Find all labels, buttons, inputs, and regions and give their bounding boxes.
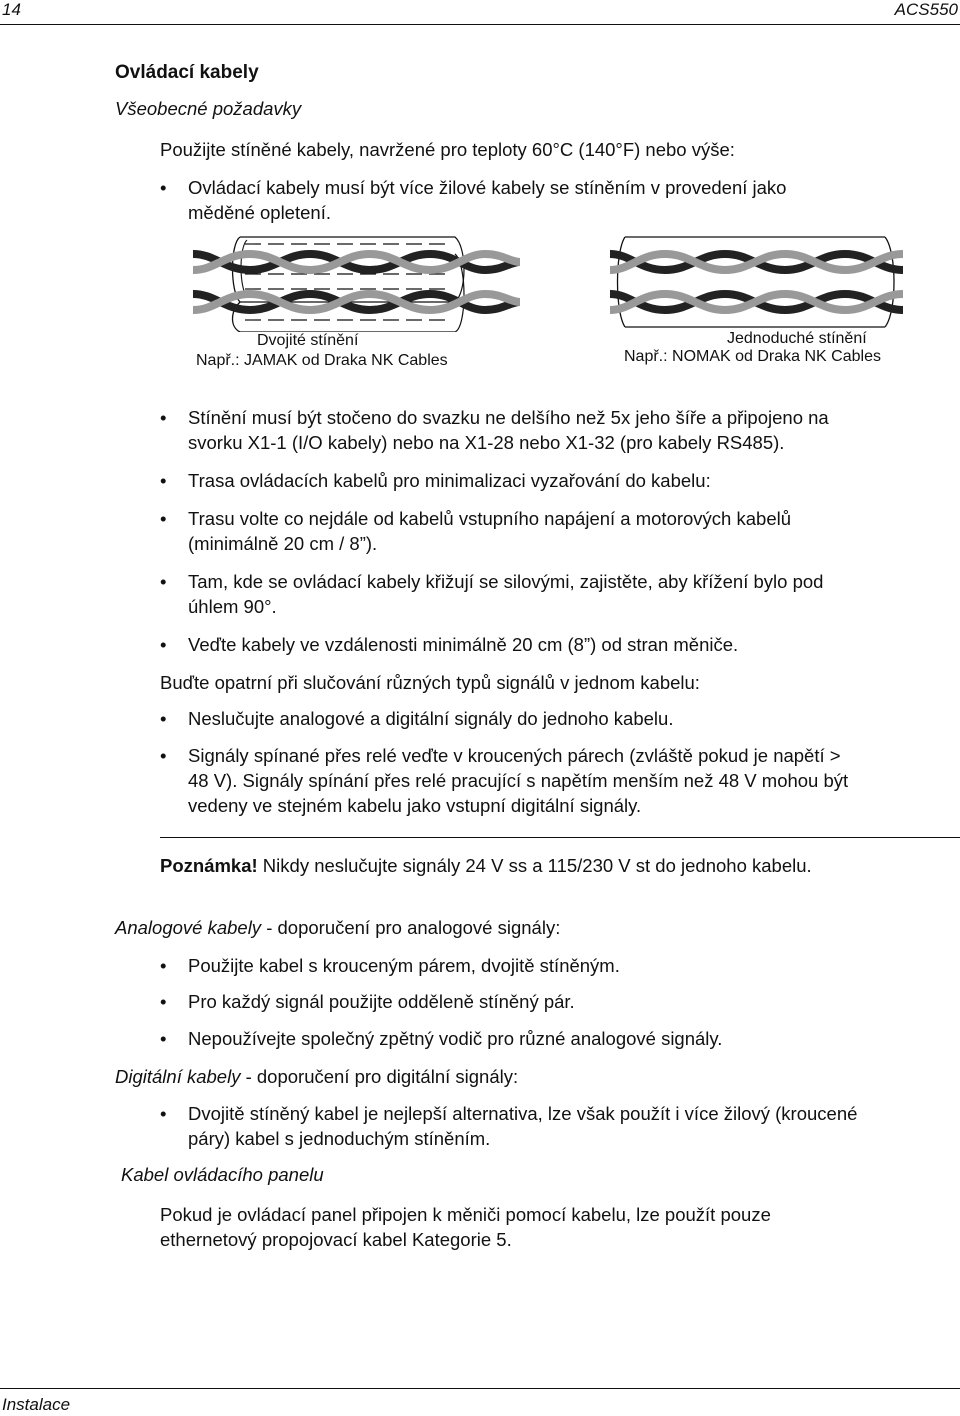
analog-bullet-1: Použijte kabel s krouceným párem, dvojitě stíněným. <box>188 955 620 976</box>
shield-bundle-bullet: Stínění musí být stočeno do svazku ne delšího než 5x jeho šíře a připojeno na svorku X1-1 (I/O kabely) nebo na X1-28 nebo X1-32 (pro kabely RS485). <box>188 407 829 453</box>
bullet: • <box>160 508 167 529</box>
digital-bullet-1: Dvojitě stíněný kabel je nejlepší alternativa, lze však použít i více žilový (kroucené páry) kabel s jednoduchým stíněním. <box>188 1103 858 1149</box>
general-bullet-1: Ovládací kabely musí být více žilové kabely se stíněním v provedení jako měděné opletení. <box>188 177 787 223</box>
bullet: • <box>160 991 167 1012</box>
single-shield-label: Jednoduché stínění <box>727 330 867 347</box>
distance-bullet: Trasu volte co nejdále od kabelů vstupního napájení a motorových kabelů (minimálně 20 cm / 8”). <box>188 508 792 554</box>
double-shielded-cable-drawing <box>193 237 520 332</box>
header-rule <box>0 24 960 25</box>
digital-subtitle: Digitální kabely <box>115 1066 241 1087</box>
signals-bullet-1: Neslučujte analogové a digitální signály do jednoho kabelu. <box>188 708 674 729</box>
analog-bullet-3: Nepoužívejte společný zpětný vodič pro různé analogové signály. <box>188 1028 723 1049</box>
analog-bullet-2: Pro každý signál použijte odděleně stíněný pár. <box>188 991 575 1012</box>
panel-subtitle: Kabel ovládacího panelu <box>121 1164 324 1185</box>
single-shield-example: Např.: NOMAK od Draka NK Cables <box>624 348 881 365</box>
routing-bullet: Trasa ovládacích kabelů pro minimalizaci vyzařování do kabelu: <box>188 470 711 491</box>
drive-side-bullet: Veďte kabely ve vzdálenosti minimálně 20 cm (8”) od stran měniče. <box>188 634 739 655</box>
double-shield-example: Např.: JAMAK od Draka NK Cables <box>196 352 448 369</box>
panel-text: Pokud je ovládací panel připojen k měniči pomocí kabelu, lze použít pouze ethernetový propojovací kabel Kategorie 5. <box>160 1204 771 1250</box>
footer-rule <box>0 1388 960 1389</box>
bullet: • <box>160 745 167 766</box>
general-subtitle: Všeobecné požadavky <box>115 98 302 119</box>
bullet: • <box>160 708 167 729</box>
signals-intro: Buďte opatrní při slučování různých typů signálů v jednom kabelu: <box>160 672 700 693</box>
bullet: • <box>160 634 167 655</box>
analog-heading <box>115 915 560 940</box>
digital-subtitle-rest: - doporučení pro digitální signály: <box>240 1066 519 1087</box>
signals-bullet-2: Signály spínané přes relé veďte v kroucených párech (zvláště pokud je napětí > 48 V). Signály spínání přes relé pracující s napětím menším než 48 V mohou být vedeny ve stejném kabelu jako vstupní digitální signály. <box>188 745 849 816</box>
analog-subtitle-rest: - doporučení pro analogové signály: <box>261 917 561 938</box>
crossing-bullet: Tam, kde se ovládací kabely křižují se silovými, zajistěte, aby křížení bylo pod úhlem 90°. <box>188 571 824 617</box>
bullet: • <box>160 571 167 592</box>
note-text: Nikdy neslučujte signály 24 V ss a 115/230 V st do jednoho kabelu. <box>257 855 812 876</box>
analog-subtitle: Analogové kabely <box>115 917 262 938</box>
bullet: • <box>160 407 167 428</box>
bullet: • <box>160 1028 167 1049</box>
bullet: • <box>160 177 167 198</box>
page-number: 14 <box>2 0 21 19</box>
cable-shielding-figure <box>185 232 905 332</box>
note <box>160 853 812 878</box>
footer-section: Instalace <box>2 1395 71 1414</box>
section-title: Ovládací kabely <box>115 62 259 83</box>
double-shield-label: Dvojité stínění <box>257 332 359 349</box>
bullet: • <box>160 955 167 976</box>
bullet: • <box>160 1103 167 1124</box>
single-shielded-cable-drawing <box>610 237 903 327</box>
general-intro: Použijte stíněné kabely, navržené pro teploty 60°C (140°F) nebo výše: <box>160 139 735 160</box>
note-label: Poznámka! <box>160 855 258 876</box>
product-name: ACS550 <box>894 0 958 19</box>
bullet: • <box>160 470 167 491</box>
note-rule <box>160 837 960 838</box>
digital-heading <box>115 1064 518 1089</box>
